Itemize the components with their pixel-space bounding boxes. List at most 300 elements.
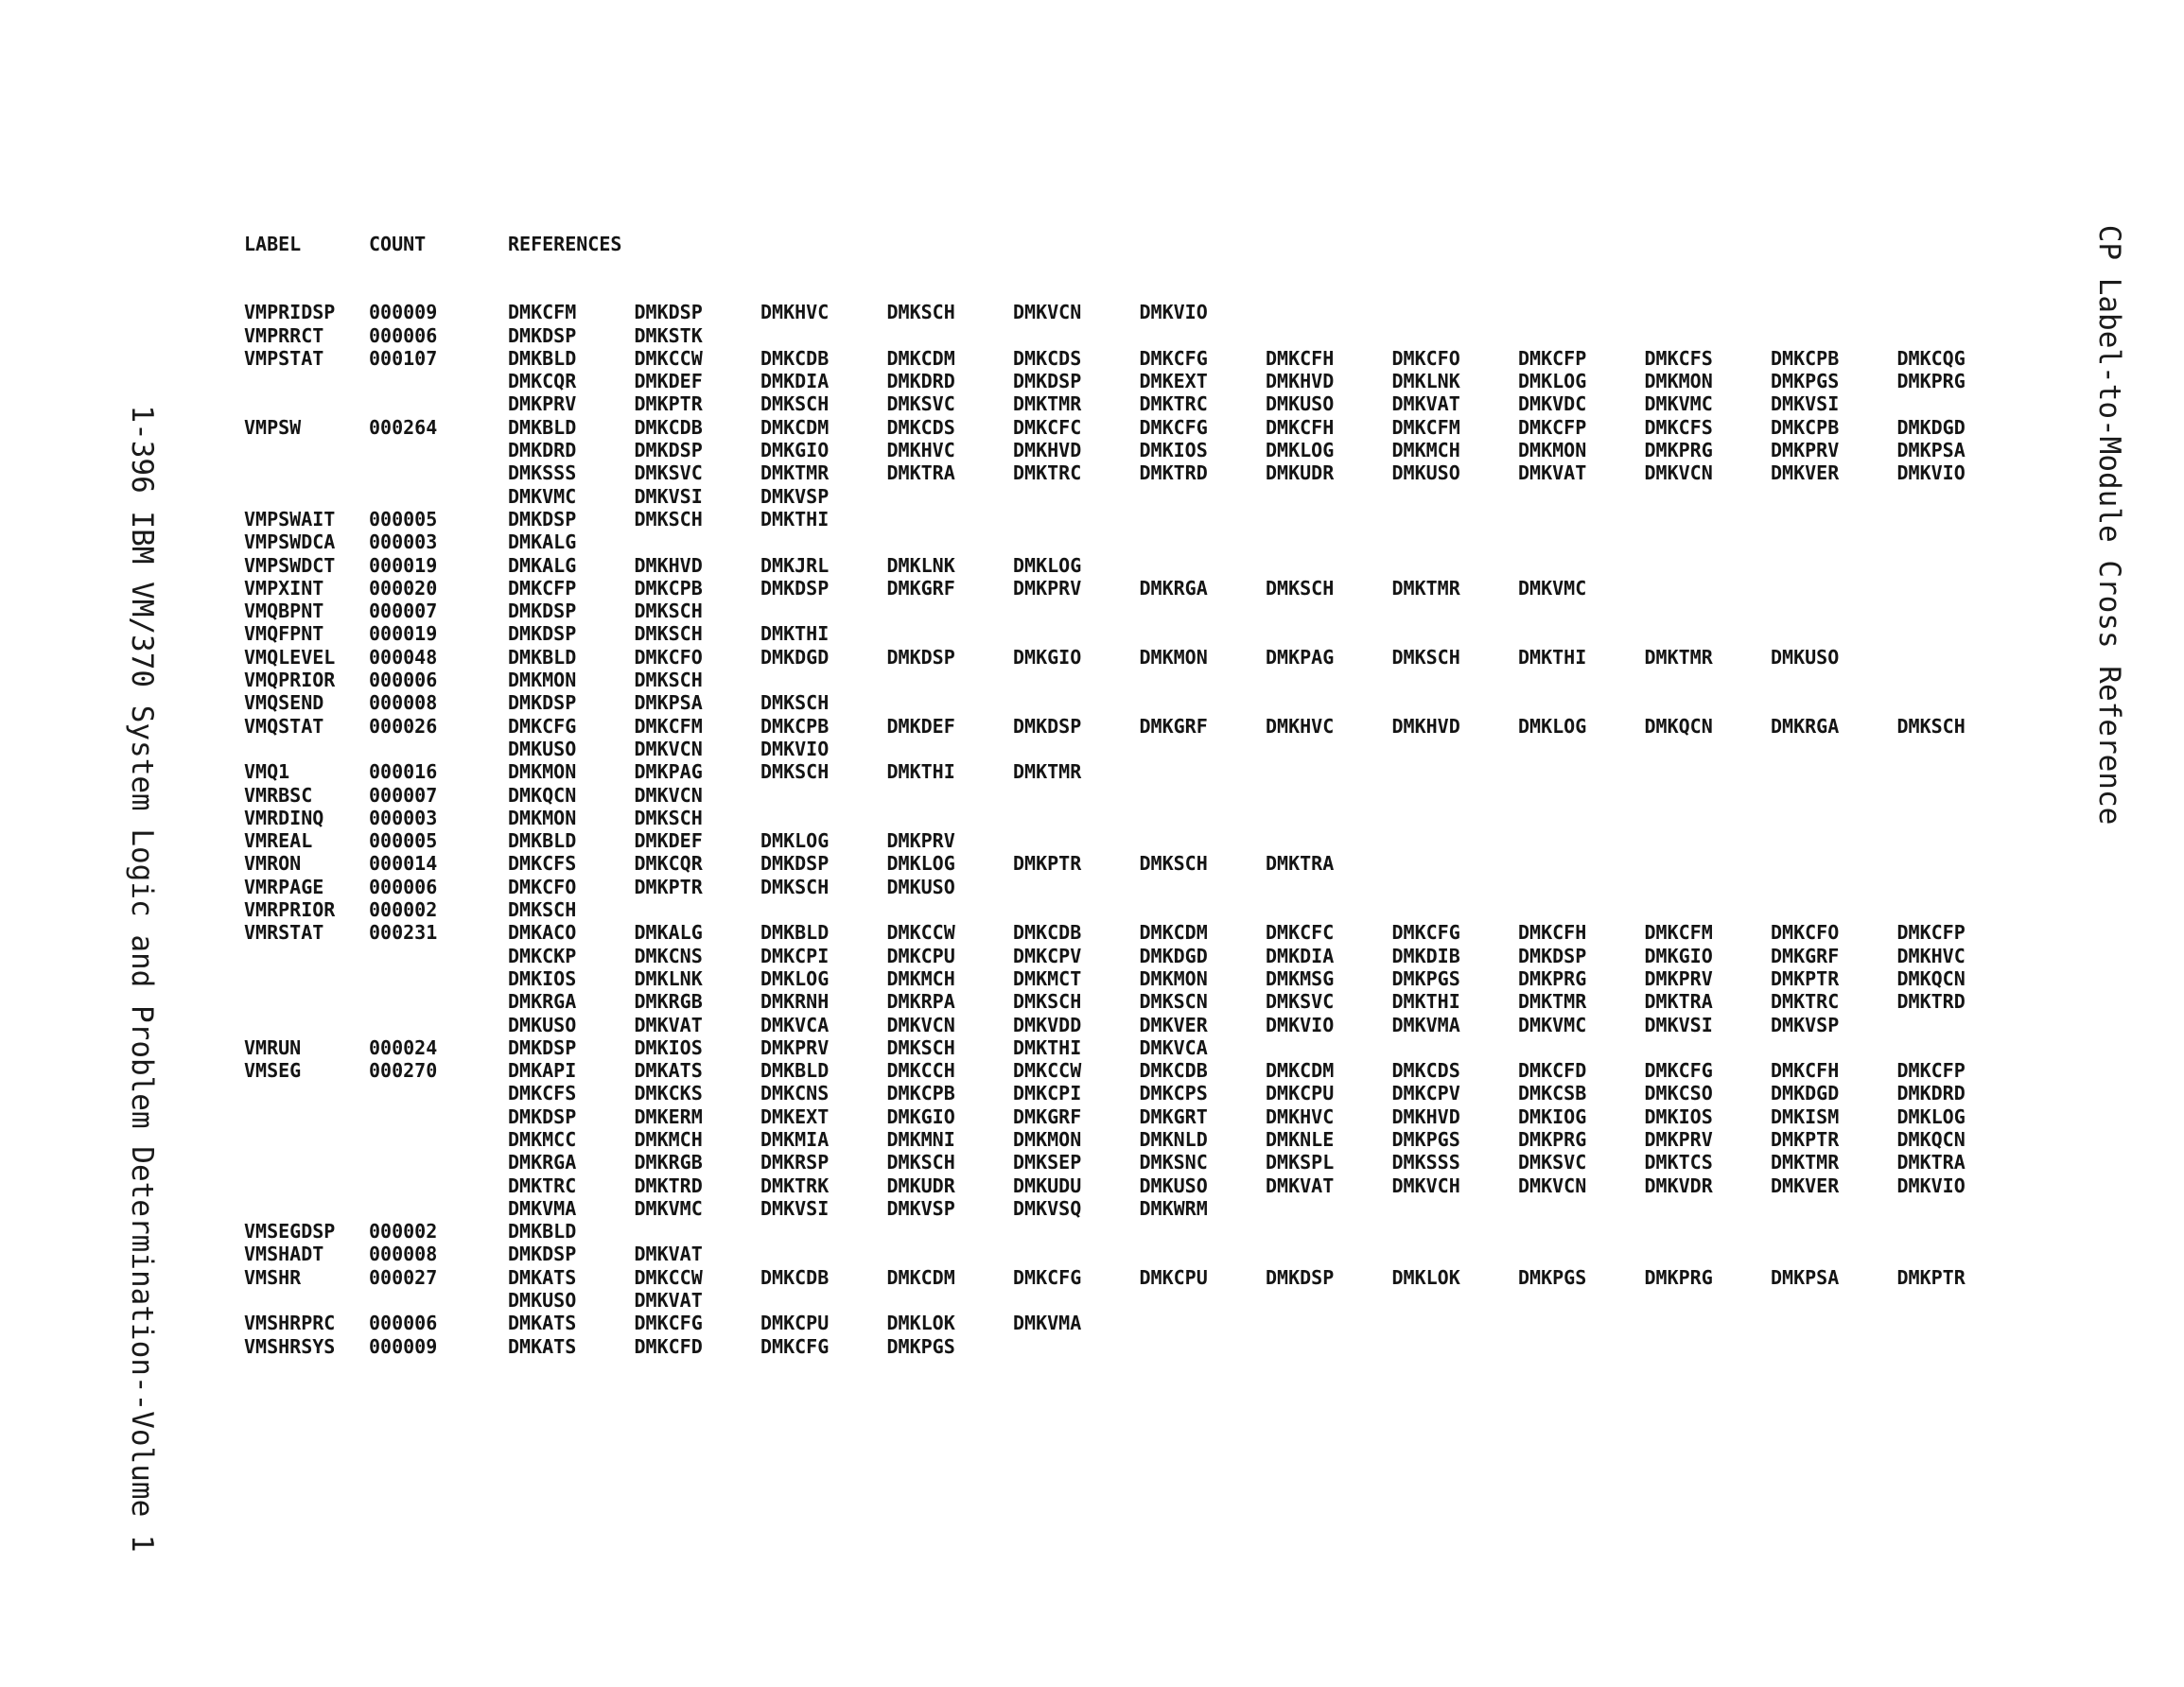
- module-reference: DMKEXT: [1139, 370, 1208, 393]
- module-reference: DMKDSP: [508, 323, 577, 347]
- module-reference: DMKDSP: [508, 691, 577, 715]
- module-reference: DMKRGA: [508, 990, 577, 1014]
- module-reference: DMKCFD: [1518, 1059, 1587, 1083]
- module-reference: DMKBLD: [508, 1220, 577, 1244]
- module-reference: DMKCFG: [1139, 346, 1208, 370]
- table-row: [244, 485, 2023, 508]
- table-row: [244, 1220, 2023, 1243]
- module-reference: DMKCDS: [1391, 1059, 1460, 1083]
- table-row: [244, 1266, 2023, 1289]
- table-row: [244, 1082, 2023, 1104]
- row-label: [244, 1289, 369, 1312]
- module-reference: DMKVAT: [634, 1289, 703, 1313]
- module-reference: DMKMON: [1139, 645, 1208, 669]
- module-reference: DMKPRV: [1771, 439, 1840, 462]
- module-reference: DMKVCN: [634, 783, 703, 807]
- row-count: [369, 392, 508, 415]
- module-reference: DMKCFP: [1518, 346, 1587, 370]
- module-reference: DMKCCW: [886, 921, 955, 945]
- module-reference: DMKSCH: [1391, 645, 1460, 669]
- table-row: [244, 370, 2023, 392]
- module-reference: DMKVSQ: [1013, 1196, 1082, 1220]
- module-reference: DMKBLD: [508, 346, 577, 370]
- module-reference: DMKSPL: [1266, 1151, 1335, 1174]
- module-reference: DMKTHI: [1013, 1035, 1082, 1059]
- row-label: [244, 1128, 369, 1151]
- table-row: [244, 554, 2023, 577]
- module-reference: DMKCPV: [1013, 944, 1082, 967]
- module-reference: DMKATS: [508, 1265, 577, 1289]
- module-reference: DMKHVC: [1266, 714, 1335, 738]
- table-row: [244, 945, 2023, 967]
- row-count: 000231: [369, 921, 438, 945]
- module-reference: DMKTMR: [1644, 645, 1713, 669]
- module-reference: DMKHVD: [1013, 439, 1082, 462]
- row-count: [369, 1197, 508, 1220]
- module-reference: DMKDSP: [760, 852, 830, 876]
- module-reference: DMKVER: [1771, 1174, 1840, 1197]
- module-reference: DMKCNS: [760, 1082, 830, 1105]
- module-reference: DMKDIB: [1391, 944, 1460, 967]
- module-reference: DMKCFG: [1139, 415, 1208, 439]
- module-reference: DMKATS: [508, 1312, 577, 1335]
- row-count: [369, 1014, 508, 1036]
- module-reference: DMKSCH: [1266, 576, 1335, 600]
- module-reference: DMKHVC: [1896, 944, 1966, 967]
- module-reference: DMKSVC: [634, 461, 703, 485]
- module-reference: DMKTMR: [760, 461, 830, 485]
- row-label: VMQPRIOR: [244, 669, 336, 692]
- table-row: [244, 669, 2023, 691]
- module-reference: DMKMCT: [1013, 966, 1082, 990]
- module-reference: DMKCPU: [1139, 1265, 1208, 1289]
- module-reference: DMKLOK: [1391, 1265, 1460, 1289]
- cross-reference-listing: [244, 233, 2023, 1358]
- module-reference: DMKMCH: [1391, 439, 1460, 462]
- module-reference: DMKSCH: [1013, 990, 1082, 1014]
- module-reference: DMKPTR: [634, 392, 703, 416]
- row-count: 000020: [369, 576, 438, 600]
- module-reference: DMKCDS: [886, 415, 955, 439]
- table-row: [244, 829, 2023, 852]
- row-count: [369, 1174, 508, 1197]
- module-reference: DMKTMR: [1391, 576, 1460, 600]
- row-count: 000014: [369, 852, 438, 876]
- module-reference: DMKCPS: [1139, 1082, 1208, 1105]
- table-row: [244, 898, 2023, 921]
- module-reference: DMKPGS: [886, 1334, 955, 1358]
- row-count: [369, 738, 508, 760]
- table-row: [244, 600, 2023, 622]
- module-reference: DMKDSP: [886, 645, 955, 669]
- module-reference: DMKLOK: [886, 1312, 955, 1335]
- module-reference: DMKRGA: [508, 1151, 577, 1174]
- module-reference: DMKSTK: [634, 323, 703, 347]
- module-reference: DMKRGB: [634, 990, 703, 1014]
- module-reference: DMKPGS: [1771, 370, 1840, 393]
- module-reference: DMKLOG: [1266, 439, 1335, 462]
- module-reference: DMKTMR: [1771, 1151, 1840, 1174]
- module-reference: DMKMCH: [634, 1127, 703, 1151]
- module-reference: DMKCDB: [634, 415, 703, 439]
- module-reference: DMKDSP: [1013, 714, 1082, 738]
- module-reference: DMKCPB: [1771, 346, 1840, 370]
- row-label: VMQLEVEL: [244, 645, 336, 669]
- module-reference: DMKPGS: [1518, 1265, 1587, 1289]
- module-reference: DMKTRA: [1644, 990, 1713, 1014]
- row-count: [369, 1082, 508, 1104]
- table-row: [244, 738, 2023, 760]
- right-margin-title: CP Label-to-Module Cross Reference: [2092, 224, 2126, 826]
- module-reference: DMKGIO: [886, 1104, 955, 1128]
- module-reference: DMKVMA: [508, 1196, 577, 1220]
- module-reference: DMKCFG: [1644, 1059, 1713, 1083]
- row-count: 000005: [369, 507, 438, 530]
- module-reference: DMKATS: [508, 1334, 577, 1358]
- row-label: VMRPRIOR: [244, 898, 336, 922]
- module-reference: DMKLOG: [760, 966, 830, 990]
- table-row: [244, 990, 2023, 1013]
- module-reference: DMKMON: [508, 760, 577, 784]
- table-row: [244, 392, 2023, 415]
- module-reference: DMKMNI: [886, 1127, 955, 1151]
- module-reference: DMKTRA: [1896, 1151, 1966, 1174]
- module-reference: DMKCFG: [508, 714, 577, 738]
- row-label: VMPSTAT: [244, 346, 324, 370]
- module-reference: DMKDEF: [886, 714, 955, 738]
- module-reference: DMKSCH: [634, 622, 703, 646]
- table-row: [244, 1197, 2023, 1220]
- module-reference: DMKDSP: [508, 1104, 577, 1128]
- row-count: [369, 439, 508, 461]
- module-reference: DMKPRV: [886, 829, 955, 853]
- module-reference: DMKCFG: [760, 1334, 830, 1358]
- module-reference: DMKVMC: [634, 1196, 703, 1220]
- module-reference: DMKCSB: [1518, 1082, 1587, 1105]
- module-reference: DMKMCC: [508, 1127, 577, 1151]
- module-reference: DMKSCH: [1896, 714, 1966, 738]
- module-reference: DMKGRF: [886, 576, 955, 600]
- module-reference: DMKVIO: [1139, 301, 1208, 324]
- module-reference: DMKPSA: [1896, 439, 1966, 462]
- module-reference: DMKCFD: [634, 1334, 703, 1358]
- module-reference: DMKQCN: [1896, 1127, 1966, 1151]
- module-reference: DMKSCH: [760, 392, 830, 416]
- module-reference: DMKCDM: [760, 415, 830, 439]
- row-count: 000019: [369, 553, 438, 577]
- module-reference: DMKUDU: [1013, 1174, 1082, 1197]
- module-reference: DMKCCH: [886, 1059, 955, 1083]
- module-reference: DMKLOG: [1518, 714, 1587, 738]
- module-reference: DMKPGS: [1391, 966, 1460, 990]
- row-label: VMSEGDSP: [244, 1220, 336, 1244]
- module-reference: DMKSSS: [1391, 1151, 1460, 1174]
- module-reference: DMKCFH: [1266, 415, 1335, 439]
- module-reference: DMKLOG: [1896, 1104, 1966, 1128]
- module-reference: DMKLOG: [886, 852, 955, 876]
- module-reference: DMKMON: [1139, 966, 1208, 990]
- module-reference: DMKBLD: [508, 645, 577, 669]
- module-reference: DMKTRC: [1013, 461, 1082, 485]
- row-count: [369, 990, 508, 1013]
- module-reference: DMKVIO: [1896, 1174, 1966, 1197]
- module-reference: DMKUSO: [508, 737, 577, 760]
- module-reference: DMKLOG: [1013, 553, 1082, 577]
- module-reference: DMKBLD: [508, 415, 577, 439]
- module-reference: DMKCPU: [886, 944, 955, 967]
- module-reference: DMKCFG: [1391, 921, 1460, 945]
- module-reference: DMKISM: [1771, 1104, 1840, 1128]
- module-reference: DMKHVD: [1391, 1104, 1460, 1128]
- module-reference: DMKDSP: [760, 576, 830, 600]
- row-count: 000007: [369, 783, 438, 807]
- module-reference: DMKLOG: [1518, 370, 1587, 393]
- module-reference: DMKCFP: [508, 576, 577, 600]
- row-label: [244, 990, 369, 1013]
- module-reference: DMKHVC: [886, 439, 955, 462]
- module-reference: DMKIOG: [1518, 1104, 1587, 1128]
- module-reference: DMKDSP: [634, 439, 703, 462]
- module-reference: DMKCPB: [1771, 415, 1840, 439]
- module-reference: DMKTRC: [1139, 392, 1208, 416]
- module-reference: DMKCFS: [508, 1082, 577, 1105]
- module-reference: DMKSCN: [1139, 990, 1208, 1014]
- module-reference: DMKDGD: [1139, 944, 1208, 967]
- module-reference: DMKVCN: [1644, 461, 1713, 485]
- module-reference: DMKBLD: [508, 829, 577, 853]
- module-reference: DMKEXT: [760, 1104, 830, 1128]
- module-reference: DMKATS: [634, 1059, 703, 1083]
- module-reference: DMKGIO: [1013, 645, 1082, 669]
- module-reference: DMKSNC: [1139, 1151, 1208, 1174]
- module-reference: DMKTRC: [1771, 990, 1840, 1014]
- module-reference: DMKLNK: [886, 553, 955, 577]
- row-label: VMPSW: [244, 415, 302, 439]
- row-count: [369, 485, 508, 508]
- module-reference: DMKCQR: [634, 852, 703, 876]
- module-reference: DMKMON: [508, 669, 577, 692]
- table-row: [244, 622, 2023, 645]
- module-reference: DMKLNK: [634, 966, 703, 990]
- row-label: [244, 392, 369, 415]
- module-reference: DMKPRV: [1013, 576, 1082, 600]
- module-reference: DMKIOS: [1644, 1104, 1713, 1128]
- module-reference: DMKRGB: [634, 1151, 703, 1174]
- row-label: [244, 439, 369, 461]
- module-reference: DMKVAT: [1266, 1174, 1335, 1197]
- row-count: 000270: [369, 1059, 438, 1083]
- row-count: 000002: [369, 898, 438, 922]
- row-label: VMRSTAT: [244, 921, 324, 945]
- module-reference: DMKTRD: [634, 1174, 703, 1197]
- module-reference: DMKCDM: [886, 346, 955, 370]
- row-count: [369, 945, 508, 967]
- module-reference: DMKPRV: [760, 1035, 830, 1059]
- module-reference: DMKSCH: [634, 806, 703, 829]
- row-label: VMSHRSYS: [244, 1334, 336, 1358]
- module-reference: DMKTRC: [508, 1174, 577, 1197]
- module-reference: DMKCCW: [634, 346, 703, 370]
- header-label: LABEL: [244, 233, 302, 255]
- module-reference: DMKUSO: [1771, 645, 1840, 669]
- module-reference: DMKVIO: [1896, 461, 1966, 485]
- module-reference: DMKCFG: [634, 1312, 703, 1335]
- module-reference: DMKQCN: [508, 783, 577, 807]
- table-row: [244, 439, 2023, 461]
- module-reference: DMKMON: [1518, 439, 1587, 462]
- module-reference: DMKPTR: [1771, 966, 1840, 990]
- module-reference: DMKUSO: [1266, 392, 1335, 416]
- module-reference: DMKRPA: [886, 990, 955, 1014]
- module-reference: DMKCFP: [1896, 1059, 1966, 1083]
- module-reference: DMKVMA: [1013, 1312, 1082, 1335]
- module-reference: DMKUSO: [1391, 461, 1460, 485]
- row-count: 000026: [369, 714, 438, 738]
- module-reference: DMKSCH: [886, 1151, 955, 1174]
- header-count: COUNT: [369, 233, 427, 255]
- row-count: [369, 461, 508, 484]
- row-label: [244, 738, 369, 760]
- module-reference: DMKDSP: [1013, 370, 1082, 393]
- module-reference: DMKIOS: [634, 1035, 703, 1059]
- module-reference: DMKMIA: [760, 1127, 830, 1151]
- module-reference: DMKVIO: [760, 737, 830, 760]
- module-reference: DMKVMC: [1518, 1013, 1587, 1036]
- module-reference: DMKQCN: [1896, 966, 1966, 990]
- column-headers: [244, 233, 2023, 255]
- module-reference: DMKVAT: [1391, 392, 1460, 416]
- module-reference: DMKSCH: [886, 301, 955, 324]
- module-reference: DMKTHI: [1391, 990, 1460, 1014]
- module-reference: DMKVSI: [1771, 392, 1840, 416]
- module-reference: DMKPSA: [634, 691, 703, 715]
- module-reference: DMKTMR: [1013, 760, 1082, 784]
- module-reference: DMKSCH: [1139, 852, 1208, 876]
- table-row: [244, 876, 2023, 898]
- table-row: [244, 967, 2023, 990]
- module-reference: DMKGRF: [1013, 1104, 1082, 1128]
- module-reference: DMKMCH: [886, 966, 955, 990]
- module-reference: DMKCKP: [508, 944, 577, 967]
- module-reference: DMKSCH: [760, 760, 830, 784]
- module-reference: DMKCFG: [1013, 1265, 1082, 1289]
- module-reference: DMKTHI: [760, 622, 830, 646]
- module-reference: DMKCDB: [760, 1265, 830, 1289]
- module-reference: DMKVMC: [1518, 576, 1587, 600]
- module-reference: DMKALG: [508, 553, 577, 577]
- row-count: 000008: [369, 1243, 438, 1266]
- module-reference: DMKVCH: [1391, 1174, 1460, 1197]
- module-reference: DMKDSP: [508, 507, 577, 530]
- module-reference: DMKCDM: [1139, 921, 1208, 945]
- module-reference: DMKUDR: [886, 1174, 955, 1197]
- row-label: VMPXINT: [244, 576, 324, 600]
- module-reference: DMKCFS: [508, 852, 577, 876]
- row-count: [369, 1289, 508, 1312]
- module-reference: DMKDIA: [760, 370, 830, 393]
- module-reference: DMKHVC: [1266, 1104, 1335, 1128]
- module-reference: DMKCDB: [760, 346, 830, 370]
- table-row: [244, 301, 2023, 323]
- module-reference: DMKDGD: [1896, 415, 1966, 439]
- row-count: 000002: [369, 1220, 438, 1244]
- module-reference: DMKCFO: [1391, 346, 1460, 370]
- module-reference: DMKLOG: [760, 829, 830, 853]
- module-reference: DMKPRG: [1644, 439, 1713, 462]
- module-reference: DMKRNH: [760, 990, 830, 1014]
- module-reference: DMKCPU: [760, 1312, 830, 1335]
- module-reference: DMKVCA: [760, 1013, 830, 1036]
- module-reference: DMKVSP: [760, 484, 830, 508]
- module-reference: DMKPGS: [1391, 1127, 1460, 1151]
- row-count: [369, 967, 508, 990]
- row-label: VMPSWAIT: [244, 507, 336, 530]
- table-row: [244, 1014, 2023, 1036]
- row-label: VMQBPNT: [244, 600, 324, 623]
- module-reference: DMKCDM: [1266, 1059, 1335, 1083]
- module-reference: DMKALG: [508, 530, 577, 554]
- table-row: [244, 1059, 2023, 1082]
- row-label: VMQSEND: [244, 691, 324, 715]
- table-row: [244, 1151, 2023, 1174]
- module-reference: DMKCFH: [1518, 921, 1587, 945]
- module-reference: DMKMON: [1013, 1127, 1082, 1151]
- row-label: [244, 1082, 369, 1104]
- module-reference: DMKUSO: [508, 1289, 577, 1313]
- module-reference: DMKNLD: [1139, 1127, 1208, 1151]
- module-reference: DMKDSP: [508, 600, 577, 623]
- module-reference: DMKDRD: [508, 439, 577, 462]
- module-reference: DMKPRG: [1518, 1127, 1587, 1151]
- module-reference: DMKPRG: [1644, 1265, 1713, 1289]
- module-reference: DMKCFM: [634, 714, 703, 738]
- module-reference: DMKCPI: [1013, 1082, 1082, 1105]
- module-reference: DMKPAG: [1266, 645, 1335, 669]
- row-count: 000019: [369, 622, 438, 646]
- module-reference: DMKSCH: [634, 600, 703, 623]
- module-reference: DMKUSO: [886, 875, 955, 898]
- module-reference: DMKGRF: [1139, 714, 1208, 738]
- module-reference: DMKGRF: [1771, 944, 1840, 967]
- module-reference: DMKPTR: [634, 875, 703, 898]
- row-label: [244, 967, 369, 990]
- module-reference: DMKDEF: [634, 829, 703, 853]
- module-reference: DMKCCW: [634, 1265, 703, 1289]
- module-reference: DMKCFO: [508, 875, 577, 898]
- module-reference: DMKTHI: [760, 507, 830, 530]
- module-reference: DMKRGA: [1771, 714, 1840, 738]
- module-reference: DMKDRD: [1896, 1082, 1966, 1105]
- module-reference: DMKCKS: [634, 1082, 703, 1105]
- row-count: 000024: [369, 1035, 438, 1059]
- row-count: [369, 1105, 508, 1128]
- module-reference: DMKALG: [634, 921, 703, 945]
- row-label: [244, 485, 369, 508]
- module-reference: DMKCFO: [1771, 921, 1840, 945]
- row-count: 000009: [369, 301, 438, 324]
- module-reference: DMKNLE: [1266, 1127, 1335, 1151]
- module-reference: DMKPSA: [1771, 1265, 1840, 1289]
- module-reference: DMKACO: [508, 921, 577, 945]
- module-reference: DMKTMR: [1518, 990, 1587, 1014]
- module-reference: DMKCPB: [886, 1082, 955, 1105]
- table-row: [244, 852, 2023, 875]
- row-label: VMSEG: [244, 1059, 302, 1083]
- table-row: [244, 715, 2023, 738]
- row-label: VMRUN: [244, 1035, 302, 1059]
- module-reference: DMKCFC: [1266, 921, 1335, 945]
- module-reference: DMKVER: [1771, 461, 1840, 485]
